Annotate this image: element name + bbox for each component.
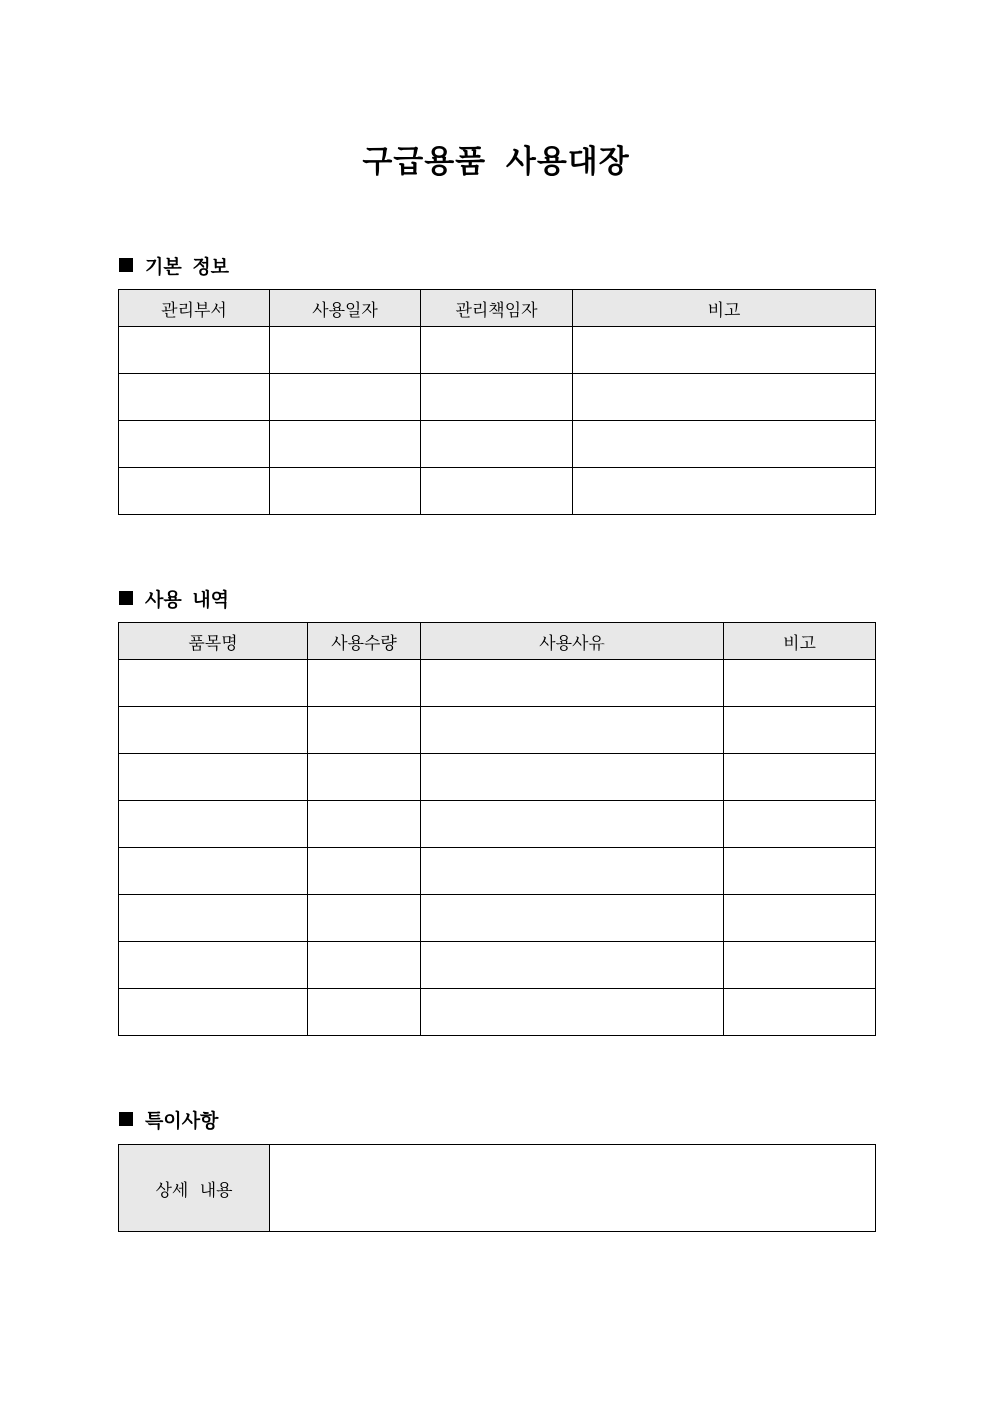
table-row xyxy=(119,374,876,421)
table-cell[interactable] xyxy=(119,468,270,515)
table-cell[interactable] xyxy=(421,660,724,707)
table-row xyxy=(119,1145,876,1232)
table-cell[interactable] xyxy=(724,707,876,754)
basic-info-heading xyxy=(119,253,229,277)
column-header-remarks: 비고 xyxy=(573,290,876,327)
table-cell[interactable] xyxy=(119,754,308,801)
table-cell[interactable] xyxy=(119,327,270,374)
usage-history-table xyxy=(118,622,876,1036)
table-cell[interactable] xyxy=(724,801,876,848)
table-cell[interactable] xyxy=(119,848,308,895)
usage-history-heading-text: 사용 내역 xyxy=(145,588,230,611)
table-cell[interactable] xyxy=(724,989,876,1036)
table-row xyxy=(119,754,876,801)
table-cell[interactable] xyxy=(421,942,724,989)
table-row xyxy=(119,707,876,754)
table-cell[interactable] xyxy=(421,754,724,801)
table-cell[interactable] xyxy=(421,895,724,942)
table-cell[interactable] xyxy=(421,327,573,374)
notes-label: 상세 내용 xyxy=(119,1145,270,1232)
column-header-remarks: 비고 xyxy=(724,623,876,660)
column-header-quantity: 사용수량 xyxy=(308,623,421,660)
table-header-row xyxy=(119,623,876,660)
basic-info-table xyxy=(118,289,876,515)
table-row xyxy=(119,327,876,374)
table-cell[interactable] xyxy=(573,327,876,374)
table-row xyxy=(119,421,876,468)
table-cell[interactable] xyxy=(119,942,308,989)
table-cell[interactable] xyxy=(119,801,308,848)
table-cell[interactable] xyxy=(421,848,724,895)
table-cell[interactable] xyxy=(308,895,421,942)
square-bullet-icon xyxy=(119,591,133,605)
table-cell[interactable] xyxy=(119,374,270,421)
table-cell[interactable] xyxy=(421,421,573,468)
table-cell[interactable] xyxy=(724,942,876,989)
table-cell[interactable] xyxy=(573,468,876,515)
column-header-reason: 사용사유 xyxy=(421,623,724,660)
table-cell[interactable] xyxy=(270,468,421,515)
column-header-manager: 관리책임자 xyxy=(421,290,573,327)
table-cell[interactable] xyxy=(308,942,421,989)
table-cell[interactable] xyxy=(573,421,876,468)
table-cell[interactable] xyxy=(724,660,876,707)
table-cell[interactable] xyxy=(308,801,421,848)
table-cell[interactable] xyxy=(724,848,876,895)
table-cell[interactable] xyxy=(308,707,421,754)
table-row xyxy=(119,942,876,989)
notes-detail-field[interactable] xyxy=(270,1145,876,1232)
table-cell[interactable] xyxy=(308,660,421,707)
table-row xyxy=(119,468,876,515)
document-title: 구급용품 사용대장 xyxy=(362,144,630,180)
table-row xyxy=(119,989,876,1036)
usage-history-heading xyxy=(119,586,229,610)
table-cell[interactable] xyxy=(421,707,724,754)
table-cell[interactable] xyxy=(724,895,876,942)
table-cell[interactable] xyxy=(119,895,308,942)
notes-heading xyxy=(119,1107,218,1131)
table-row xyxy=(119,660,876,707)
table-row xyxy=(119,848,876,895)
table-cell[interactable] xyxy=(308,848,421,895)
table-row xyxy=(119,801,876,848)
table-cell[interactable] xyxy=(573,374,876,421)
column-header-department: 관리부서 xyxy=(119,290,270,327)
table-row xyxy=(119,895,876,942)
table-header-row xyxy=(119,290,876,327)
square-bullet-icon xyxy=(119,1112,133,1126)
table-cell[interactable] xyxy=(270,327,421,374)
table-cell[interactable] xyxy=(421,801,724,848)
notes-heading-text: 특이사항 xyxy=(145,1109,219,1132)
table-cell[interactable] xyxy=(270,374,421,421)
table-cell[interactable] xyxy=(119,660,308,707)
table-cell[interactable] xyxy=(421,374,573,421)
table-cell[interactable] xyxy=(270,421,421,468)
notes-table xyxy=(118,1144,876,1232)
table-cell[interactable] xyxy=(421,989,724,1036)
square-bullet-icon xyxy=(119,258,133,272)
table-cell[interactable] xyxy=(724,754,876,801)
table-cell[interactable] xyxy=(119,707,308,754)
basic-info-heading-text: 기본 정보 xyxy=(145,255,230,278)
table-cell[interactable] xyxy=(119,989,308,1036)
table-cell[interactable] xyxy=(421,468,573,515)
table-cell[interactable] xyxy=(308,754,421,801)
column-header-item-name: 품목명 xyxy=(119,623,308,660)
table-cell[interactable] xyxy=(119,421,270,468)
table-cell[interactable] xyxy=(308,989,421,1036)
column-header-usage-date: 사용일자 xyxy=(270,290,421,327)
